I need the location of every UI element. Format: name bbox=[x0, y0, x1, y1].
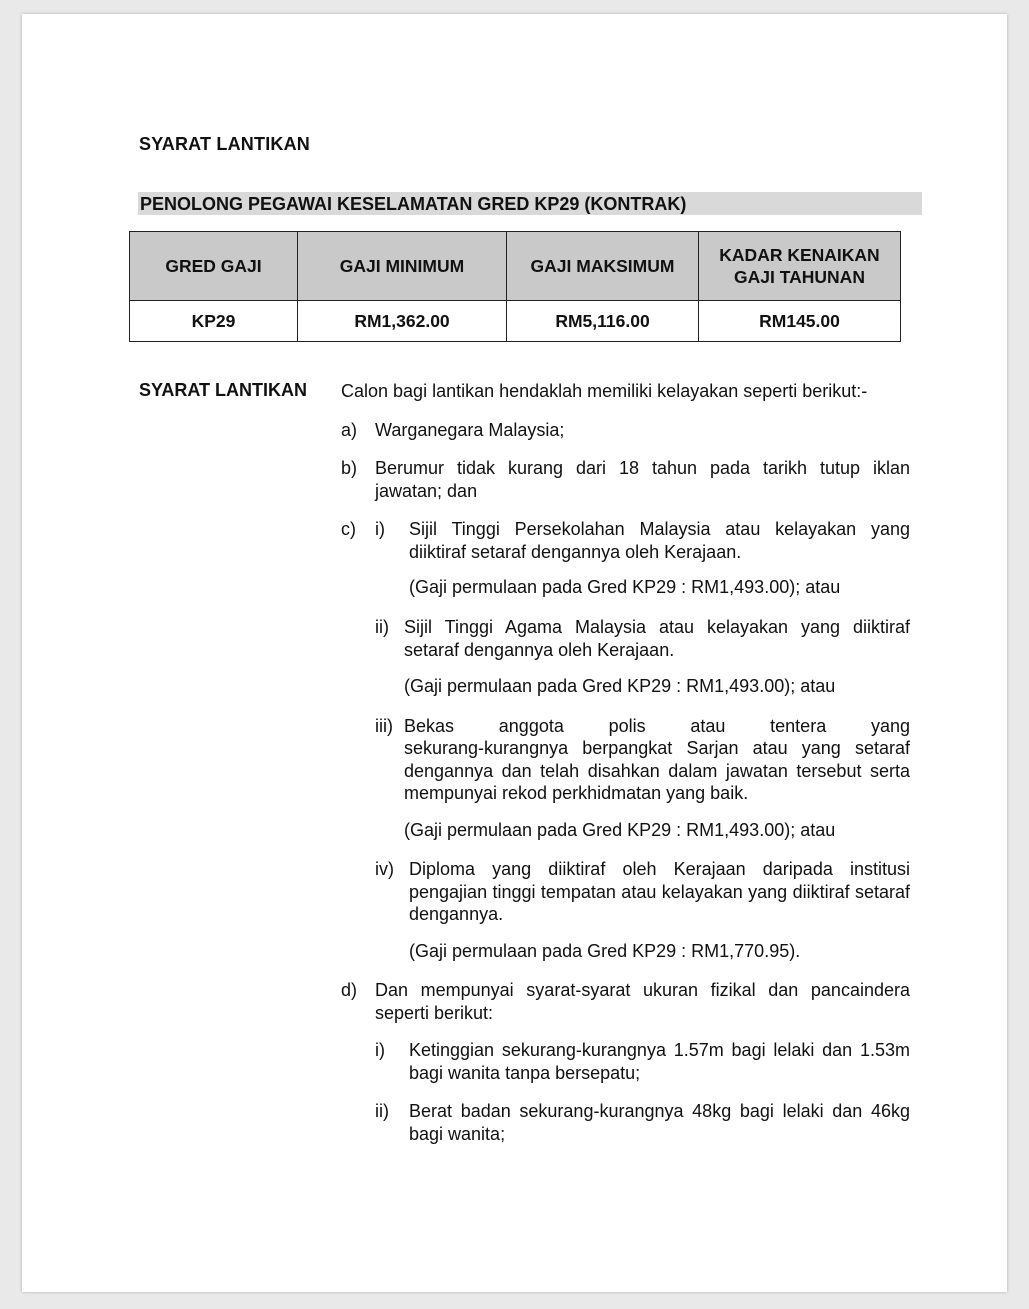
item-c-marker: c) bbox=[341, 519, 356, 539]
cell-kadar-kenaikan: RM145.00 bbox=[699, 301, 901, 342]
item-c-i-text: Sijil Tinggi Persekolahan Malaysia atau kelayakan yang diiktiraf setaraf dengannya oleh Kerajaan. bbox=[409, 519, 910, 562]
header-kadar-kenaikan bbox=[699, 232, 901, 301]
item-d-ii-text: Berat badan sekurang-kurangnya 48kg bagi lelaki dan 46kg bagi wanita; bbox=[409, 1101, 910, 1144]
item-a-text: Warganegara Malaysia; bbox=[375, 420, 565, 440]
item-d-text: Dan mempunyai syarat-syarat ukuran fizikal dan pancaindera seperti berikut: bbox=[375, 980, 910, 1023]
item-c-ii-salary: (Gaji permulaan pada Gred KP29 : RM1,493.00); atau bbox=[404, 676, 836, 696]
item-c-iii-marker: iii) bbox=[375, 716, 393, 736]
item-c-iv-marker: iv) bbox=[375, 859, 394, 879]
header-gaji-minimum: GAJI MINIMUM bbox=[298, 232, 507, 301]
cell-gaji-minimum: RM1,362.00 bbox=[298, 301, 507, 342]
salary-table bbox=[129, 231, 901, 342]
item-b-text: Berumur tidak kurang dari 18 tahun pada tarikh tutup iklan jawatan; dan bbox=[375, 458, 910, 501]
requirements-intro: Calon bagi lantikan hendaklah memiliki kelayakan seperti berikut:- bbox=[341, 381, 868, 401]
item-c-iv-salary: (Gaji permulaan pada Gred KP29 : RM1,770.95). bbox=[409, 941, 801, 961]
page-title: SYARAT LANTIKAN bbox=[139, 134, 311, 154]
item-d-ii-marker: ii) bbox=[375, 1101, 389, 1121]
position-title-band bbox=[138, 192, 922, 215]
item-c-iii-salary: (Gaji permulaan pada Gred KP29 : RM1,493.00); atau bbox=[404, 820, 836, 840]
header-gred-gaji: GRED GAJI bbox=[130, 232, 298, 301]
item-b-marker: b) bbox=[341, 458, 358, 478]
document-page bbox=[22, 14, 1007, 1292]
item-d-marker: d) bbox=[341, 980, 358, 1000]
item-d-i-text: Ketinggian sekurang-kurangnya 1.57m bagi lelaki dan 1.53m bagi wanita tanpa bersepatu; bbox=[409, 1040, 910, 1083]
cell-gaji-maksimum: RM5,116.00 bbox=[507, 301, 699, 342]
item-c-ii-marker: ii) bbox=[375, 617, 389, 637]
item-c-i-marker: i) bbox=[375, 519, 385, 539]
cell-gred: KP29 bbox=[130, 301, 298, 342]
salary-table-row bbox=[130, 301, 901, 342]
item-c-iii-text-first: Bekas anggota polis atau tentera yang bbox=[404, 716, 910, 736]
item-c-ii-text: Sijil Tinggi Agama Malaysia atau kelayakan yang diiktiraf setaraf dengannya oleh Kerajaan. bbox=[404, 617, 910, 660]
item-c-iii-text-rest: sekurang-kurangnya berpangkat Sarjan atau yang setaraf dengannya dan telah disahkan dalam jawatan tersebut serta mempunyai rekod perkhidmatan yang baik. bbox=[404, 738, 910, 803]
header-kadar-kenaikan-text: KADAR KENAIKAN GAJI TAHUNAN bbox=[719, 245, 880, 287]
salary-table-header-row bbox=[130, 232, 901, 301]
item-c-i-salary: (Gaji permulaan pada Gred KP29 : RM1,493.00); atau bbox=[409, 577, 841, 597]
requirements-label: SYARAT LANTIKAN bbox=[139, 380, 308, 400]
position-title: PENOLONG PEGAWAI KESELAMATAN GRED KP29 (KONTRAK) bbox=[140, 194, 687, 214]
item-a-marker: a) bbox=[341, 420, 358, 440]
header-gaji-maksimum: GAJI MAKSIMUM bbox=[507, 232, 699, 301]
item-d-i-marker: i) bbox=[375, 1040, 385, 1060]
item-c-iv-text: Diploma yang diiktiraf oleh Kerajaan daripada institusi pengajian tinggi tempatan atau kelayakan yang diiktiraf setaraf dengannya. bbox=[409, 859, 910, 924]
